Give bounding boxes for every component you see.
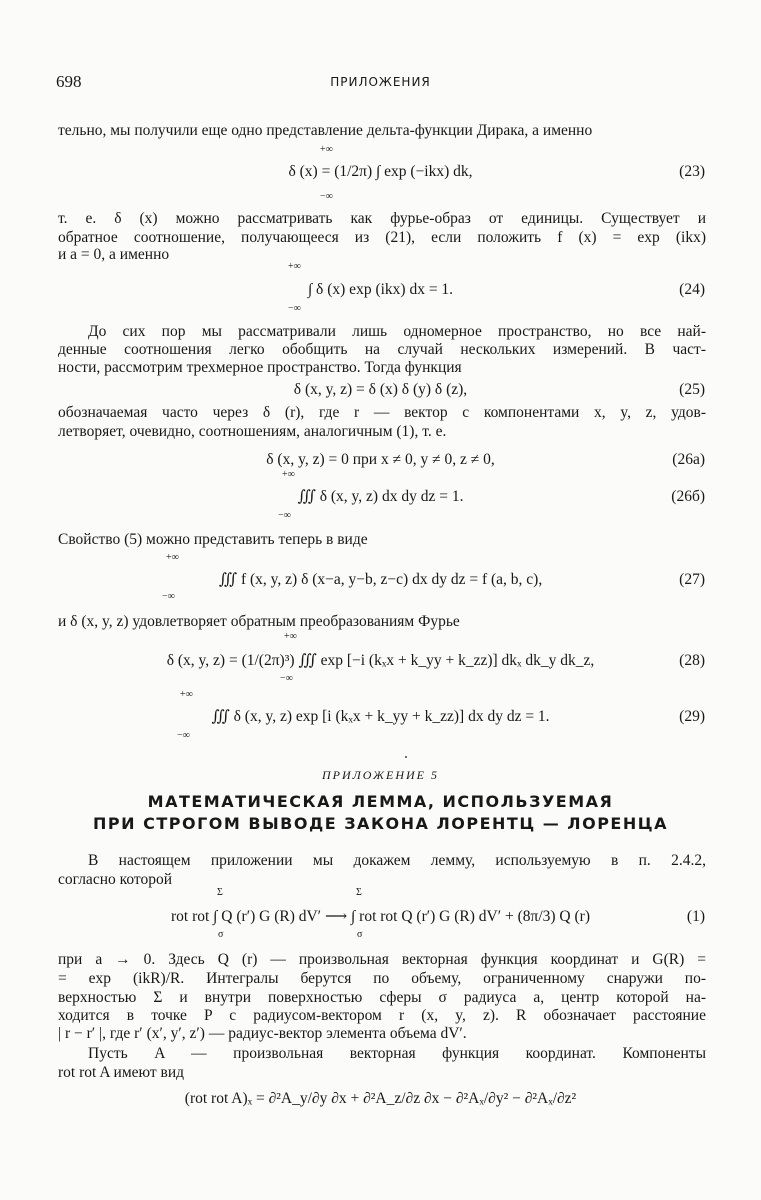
text-line: rot rot A имеют вид (58, 1064, 185, 1081)
integral-lower-limit: σ (357, 929, 363, 940)
integral-lower-limit: −∞ (320, 191, 333, 202)
text-line: и a = 0, а именно (58, 246, 170, 263)
integral-lower-limit: −∞ (280, 673, 293, 684)
appendix-label: ПРИЛОЖЕНИЕ 5 (322, 768, 439, 782)
integral-upper-limit: +∞ (284, 631, 297, 642)
text-line: Пусть A — произвольная векторная функция координат. Компоненты (88, 1045, 706, 1062)
text-line: обозначаемая часто через δ (r), где r — вектор с компонентами x, y, z, удов- (58, 404, 706, 421)
equation-number-29: (29) (679, 708, 705, 725)
text-line: = exp (ikR)/R. Интегралы берутся по объему, ограниченному снаружи по- (58, 970, 706, 987)
integral-lower-limit: −∞ (288, 303, 301, 314)
integral-upper-limit: +∞ (282, 469, 295, 480)
appendix-title-line-1: МАТЕМАТИЧЕСКАЯ ЛЕММА, ИСПОЛЬЗУЕМАЯ (147, 792, 614, 811)
scan-speck (405, 756, 407, 758)
text-line: денные соотношения легко обобщить на случай нескольких измерений. В част- (58, 341, 706, 358)
equation-number-24: (24) (679, 281, 705, 298)
integral-upper-limit: Σ (217, 887, 223, 898)
integral-upper-limit: +∞ (320, 144, 333, 155)
equation-number-25: (25) (679, 381, 705, 398)
equation-number-27: (27) (679, 571, 705, 588)
integral-lower-limit: −∞ (162, 591, 175, 602)
text-line: В настоящем приложении мы докажем лемму, используемую в п. 2.4.2, (88, 852, 706, 869)
equation-number-28: (28) (679, 652, 705, 669)
text-line: т. е. δ (x) можно рассматривать как фурье-образ от единицы. Существует и (58, 210, 706, 227)
equation-24: ∫ δ (x) exp (ikx) dx = 1. (307, 281, 454, 298)
equation-number-26b: (26б) (671, 488, 705, 505)
text-line: тельно, мы получили еще одно представление дельта-функции Дирака, а именно (58, 122, 593, 139)
text-line: и δ (x, y, z) удовлетворяет обратным преобразованиям Фурье (58, 613, 460, 630)
equation-number-23: (23) (679, 163, 705, 180)
integral-lower-limit: −∞ (278, 510, 291, 521)
integral-lower-limit: σ (218, 929, 224, 940)
text-line: верхностью Σ и внутри поверхностью сферы σ радиуса a, центр которой на- (58, 989, 706, 1006)
text-line: До сих пор мы рассматривали лишь одномерное пространство, но все най- (88, 323, 706, 340)
equation-number-1: (1) (686, 908, 705, 925)
text-line: при a → 0. Здесь Q (r) — произвольная векторная функция координат и G(R) = (58, 951, 706, 968)
equation-27: ∭ f (x, y, z) δ (x−a, y−b, z−c) dx dy dz = f (a, b, c), (218, 571, 543, 588)
equation-26b: ∭ δ (x, y, z) dx dy dz = 1. (297, 488, 464, 505)
equation-1: rot rot ∫ Q (r′) G (R) dV′ ⟶ ∫ rot rot Q (r′) G (R) dV′ + (8π/3) Q (r) (171, 908, 590, 925)
running-title: ПРИЛОЖЕНИЯ (330, 75, 431, 89)
text-line: летворяет, очевидно, соотношениям, аналогичным (1), т. е. (58, 423, 447, 440)
appendix-title-line-2: ПРИ СТРОГОМ ВЫВОДЕ ЗАКОНА ЛОРЕНТЦ — ЛОРЕНЦА (93, 814, 668, 833)
text-line: ности, рассмотрим трехмерное пространство. Тогда функция (58, 359, 462, 376)
integral-lower-limit: −∞ (177, 730, 190, 741)
equation-number-26a: (26а) (672, 451, 705, 468)
text-line: обратное соотношение, получающееся из (21), если положить f (x) = exp (ikx) (58, 229, 706, 246)
equation-25: δ (x, y, z) = δ (x) δ (y) δ (z), (293, 381, 468, 398)
integral-upper-limit: +∞ (166, 552, 179, 563)
equation-28: δ (x, y, z) = (1/(2π)³) ∭ exp [−i (kₓx + k_yy + k_zz)] dkₓ dk_y dk_z, (166, 652, 595, 669)
equation-26a: δ (x, y, z) = 0 при x ≠ 0, y ≠ 0, z ≠ 0, (266, 451, 495, 468)
text-line: согласно которой (58, 871, 173, 888)
integral-upper-limit: Σ (356, 887, 362, 898)
page-number: 698 (56, 72, 82, 91)
text-line: Свойство (5) можно представить теперь в виде (58, 531, 368, 548)
equation-rot-rot-component: (rot rot A)ₓ = ∂²A_y/∂y ∂x + ∂²A_z/∂z ∂x − ∂²Aₓ/∂y² − ∂²Aₓ/∂z² (184, 1090, 577, 1107)
integral-upper-limit: +∞ (288, 261, 301, 272)
equation-29: ∭ δ (x, y, z) exp [i (kₓx + k_yy + k_zz)] dx dy dz = 1. (211, 708, 550, 725)
integral-upper-limit: +∞ (180, 689, 193, 700)
text-line: | r − r′ |, где r′ (x′, y′, z′) — радиус-вектор элемента объема dV′. (58, 1025, 467, 1042)
text-line: ходится в точке P с радиусом-вектором r (x, y, z). R обозначает расстояние (58, 1007, 706, 1024)
equation-23: δ (x) = (1/2π) ∫ exp (−ikx) dk, (288, 163, 473, 180)
